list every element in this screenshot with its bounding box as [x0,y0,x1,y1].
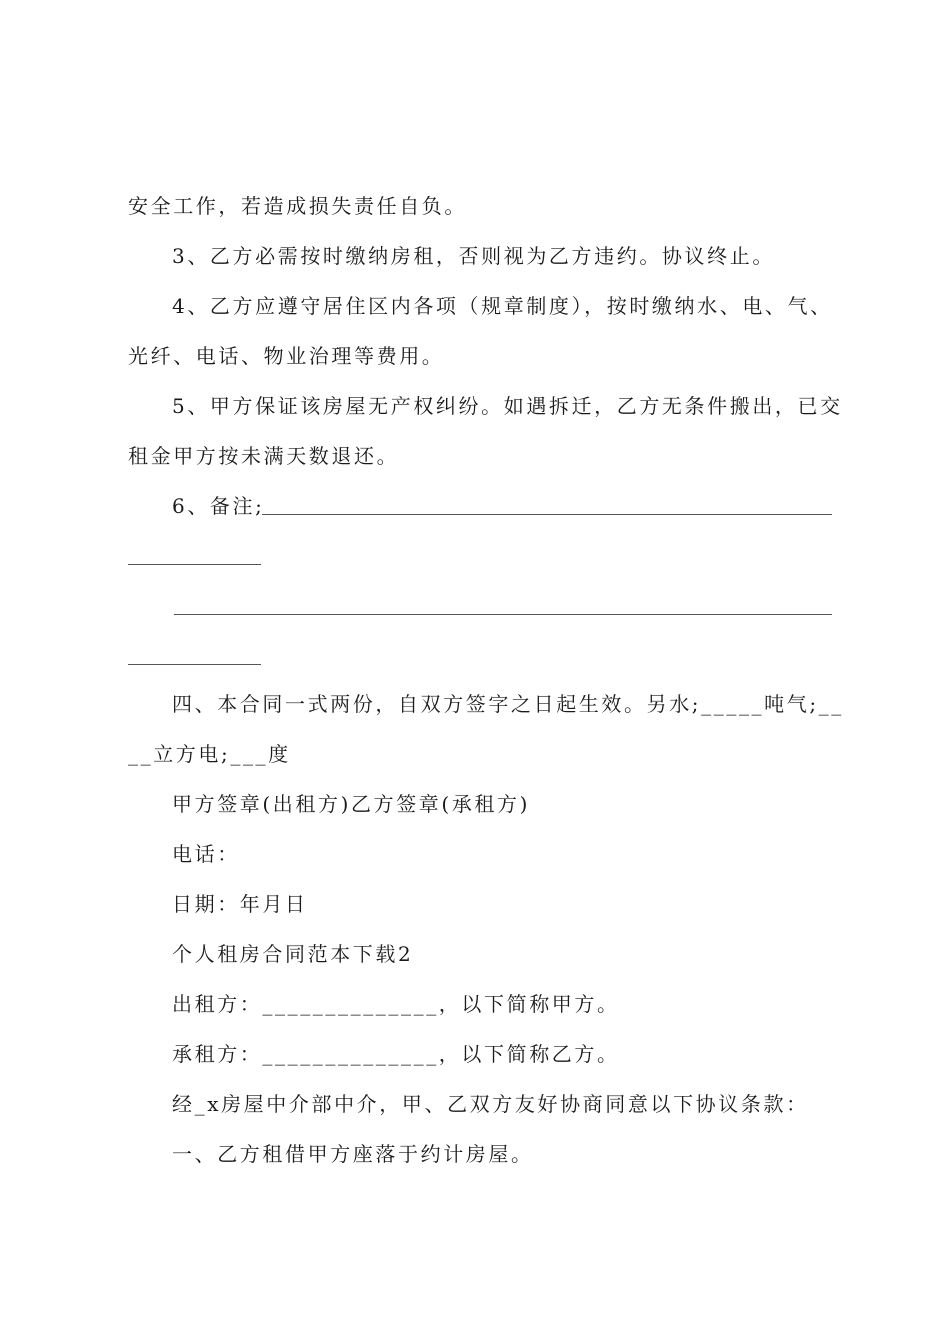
remark-underline [128,564,261,565]
section-title: 个人租房合同范本下载2 [172,942,414,966]
text-line: 6、备注; [172,494,265,518]
text-line: __立方电;___度 [128,742,291,766]
text-line: 光纤、电话、物业治理等费用。 [128,344,445,368]
lessor-line: 出租方：______________，以下简称甲方。 [172,992,620,1016]
lessee-line: 承租方：______________，以下简称乙方。 [172,1042,620,1066]
date-line: 日期：年月日 [172,892,308,916]
text-line: 一、乙方租借甲方座落于约计房屋。 [172,1142,534,1166]
phone-line: 电话： [172,842,240,866]
remark-underline [262,514,832,515]
text-line: 5、甲方保证该房屋无产权纠纷。如遇拆迁，乙方无条件搬出，已交 [172,394,843,418]
remark-underline [174,614,832,615]
text-line: 4、乙方应遵守居住区内各项（规章制度），按时缴纳水、电、气、 [172,294,833,318]
text-line: 3、乙方必需按时缴纳房租，否则视为乙方违约。协议终止。 [172,244,775,268]
text-line: 安全工作，若造成损失责任自负。 [128,194,467,218]
text-line: 四、本合同一式两份，自双方签字之日起生效。另水;_____吨气;__ [172,692,844,716]
text-line: 经_x房屋中介部中介，甲、乙双方友好协商同意以下协议条款： [172,1092,809,1116]
remark-underline [128,664,261,665]
text-line: 租金甲方按未满天数退还。 [128,444,400,468]
signature-line: 甲方签章(出租方)乙方签章(承租方) [172,792,531,816]
